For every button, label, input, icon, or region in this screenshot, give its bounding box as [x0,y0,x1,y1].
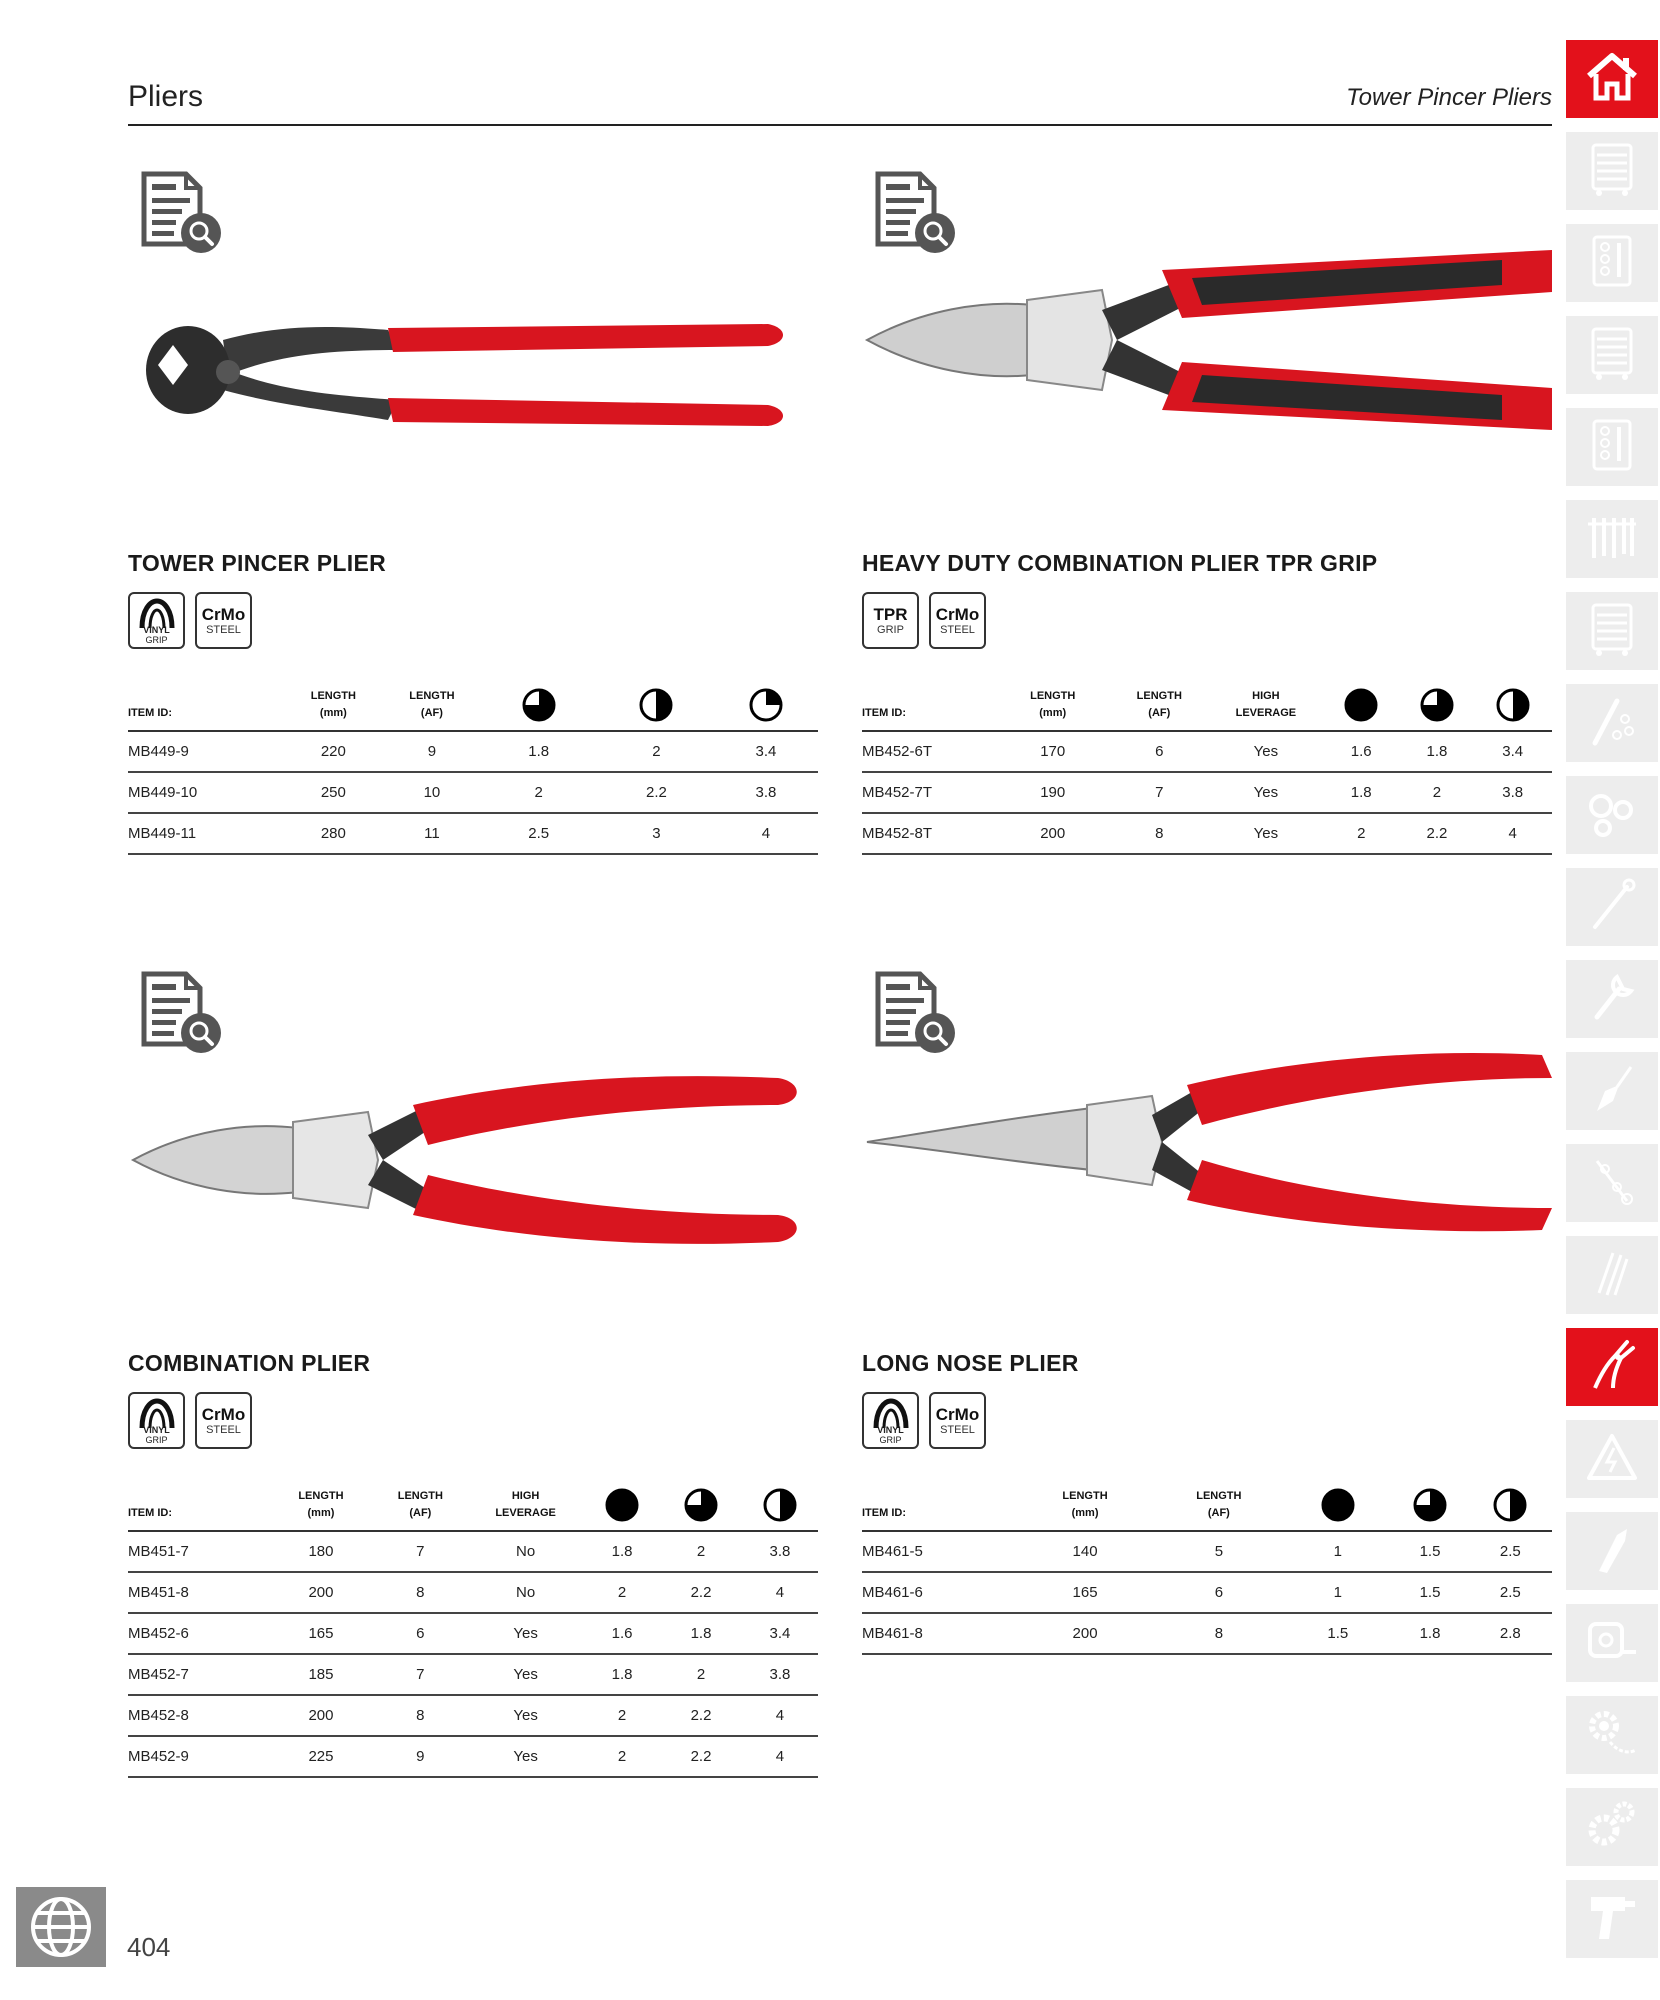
item-id-cell: MB449-10 [128,772,281,813]
sidebar-tab-gears-chain[interactable] [1566,1696,1658,1774]
table-cell: 3.8 [714,772,818,813]
sidebar-tab-pliers[interactable] [1566,1328,1658,1406]
badge-sublabel: GRIP [145,1435,168,1445]
table-row [862,1613,1552,1654]
column-header [281,688,385,731]
table-cell: No [467,1531,584,1572]
table-cell: 10 [385,772,478,813]
table-cell: 1.8 [584,1654,660,1695]
column-header-label: LENGTH [1196,1490,1242,1502]
half-circle-icon [1469,1488,1552,1522]
table-cell: 200 [268,1572,373,1613]
column-header [1284,1488,1391,1531]
table-cell: 1.8 [584,1531,660,1572]
column-header [1017,1488,1154,1531]
table-row [862,1531,1552,1572]
feature-badges [862,592,986,649]
table-cell: 8 [1109,813,1210,854]
sidebar-tab-gears[interactable] [1566,1788,1658,1866]
product-long-nose-plier [862,970,1552,1670]
page-header [128,70,1552,126]
sidebar-tab-tool-cabinet[interactable] [1566,316,1658,394]
table-cell: 1.8 [1401,731,1474,772]
table-cell: 11 [385,813,478,854]
globe-icon [30,1896,92,1958]
column-header-label: HIGH [511,1490,540,1502]
product-image [862,230,1552,450]
column-header-unit: (mm) [319,707,347,719]
item-id-cell: MB452-6T [862,731,997,772]
table-cell: 1.6 [1322,731,1401,772]
item-id-cell: MB451-7 [128,1531,268,1572]
table-cell: 2.2 [660,1572,742,1613]
column-header-unit: (AF) [420,707,443,719]
table-cell: 225 [268,1736,373,1777]
table-row [862,1572,1552,1613]
badge-sublabel: STEEL [206,1423,241,1436]
item-id-cell: MB452-6 [128,1613,268,1654]
spec-table [862,1488,1552,1655]
tool-tray-icon [1589,417,1635,478]
tpr-badge [862,592,919,649]
product-title: COMBINATION PLIER [128,1350,371,1376]
three-quarter-circle-icon [1391,1488,1468,1522]
table-cell: 180 [268,1531,373,1572]
item-id-cell: MB452-8T [862,813,997,854]
table-cell: 7 [374,1531,468,1572]
column-header-label: LENGTH [1062,1490,1108,1502]
table-cell: 2 [584,1572,660,1613]
column-header [1473,688,1552,731]
table-cell: 3.8 [742,1654,818,1695]
column-header-unit: (mm) [307,1507,335,1519]
badge-sublabel: GRIP [877,623,904,636]
table-cell: 8 [374,1572,468,1613]
tape-measure-icon [1584,1618,1640,1669]
table-cell: 3.8 [742,1531,818,1572]
three-quarter-circle-icon [660,1488,742,1522]
table-row [128,1572,818,1613]
table-row [128,813,818,854]
product-details-doc-icon[interactable] [138,170,224,256]
globe-button[interactable] [16,1887,106,1967]
table-cell: 8 [1153,1613,1284,1654]
column-header [1109,688,1210,731]
gears-icon [1584,1798,1640,1857]
product-title: LONG NOSE PLIER [862,1350,1079,1376]
product-image [128,1050,818,1270]
sidebar-tab-home[interactable] [1566,40,1658,118]
page-number: 404 [127,1932,171,1962]
table-cell: 2 [599,731,714,772]
sidebar-tab-torque-wrench[interactable] [1566,868,1658,946]
table-cell: 1.5 [1391,1531,1468,1572]
quarter-circle-icon [714,688,818,722]
tool-cabinet-icon [1589,141,1635,202]
column-header-item-id: ITEM ID: [128,1488,268,1531]
column-header-label: LENGTH [409,690,455,702]
item-id-cell: MB452-7T [862,772,997,813]
column-header-label: LENGTH [1030,690,1076,702]
table-cell: 2.2 [660,1695,742,1736]
product-image [862,1030,1552,1250]
table-cell: 2.5 [1469,1572,1552,1613]
column-header [599,688,714,731]
column-header [268,1488,373,1531]
table-cell: 1.8 [1391,1613,1468,1654]
table-cell: 6 [1153,1572,1284,1613]
column-header-unit: LEVERAGE [1235,707,1297,719]
table-cell: 1.6 [584,1613,660,1654]
table-cell: 4 [714,813,818,854]
table-cell: Yes [1210,731,1322,772]
product-heavy-duty-combination-plier [862,170,1552,870]
table-cell: 3.4 [742,1613,818,1654]
table-cell: 9 [385,731,478,772]
column-header-unit: (AF) [409,1507,432,1519]
full-circle-icon [584,1488,660,1522]
table-header-row [128,1488,818,1531]
tool-tray-icon [1589,233,1635,294]
hex-keys-icon [1587,1153,1637,1214]
sidebar-tab-electrical-warning[interactable] [1566,1420,1658,1498]
table-cell: 2.5 [478,813,598,854]
column-header-label: LENGTH [1136,690,1182,702]
table-cell: 2 [660,1531,742,1572]
badge-label: CrMo [935,1404,980,1424]
sidebar-tab-tool-tray[interactable] [1566,224,1658,302]
table-cell: 280 [281,813,385,854]
screwdriver-icon [1587,1061,1637,1122]
table-cell: Yes [1210,772,1322,813]
column-header [714,688,818,731]
table-header-row [862,688,1552,731]
table-cell: 3.4 [1473,731,1552,772]
table-cell: 2.2 [1401,813,1474,854]
item-id-cell: MB461-6 [862,1572,1017,1613]
gears-chain-icon [1584,1706,1640,1765]
column-header [478,688,598,731]
column-header-item-id: ITEM ID: [862,1488,1017,1531]
table-cell: 1.5 [1391,1572,1468,1613]
subsection-title: Tower Pincer Pliers [1346,84,1552,111]
spec-table [862,688,1552,855]
product-combination-plier [128,970,818,1790]
badge-label: VINYL [143,1425,170,1435]
table-cell: 2.5 [1469,1531,1552,1572]
badge-label: VINYL [143,625,170,635]
item-id-cell: MB461-5 [862,1531,1017,1572]
table-cell: 200 [1017,1613,1154,1654]
three-quarter-circle-icon [478,688,598,722]
table-cell: 1 [1284,1531,1391,1572]
badge-sublabel: STEEL [940,623,975,636]
badge-label: CrMo [935,604,980,624]
half-circle-icon [599,688,714,722]
table-cell: 3.8 [1473,772,1552,813]
badge-sublabel: GRIP [879,1435,902,1445]
column-header-item-id: ITEM ID: [862,688,997,731]
crmo-badge [929,592,986,649]
crmo-badge [195,592,252,649]
crmo-badge [929,1392,986,1449]
table-cell: 1.5 [1284,1613,1391,1654]
item-id-cell: MB452-9 [128,1736,268,1777]
vinyl-grip-badge [128,592,185,649]
column-header-label: LENGTH [397,1490,443,1502]
half-circle-icon [742,1488,818,1522]
table-row [128,1654,818,1695]
home-icon [1585,52,1639,107]
cutter-knife-icon [1587,1521,1637,1582]
screwdriver-bits-icon [1587,693,1637,754]
sidebar-tab-screwdriver-bits[interactable] [1566,684,1658,762]
table-cell: 165 [268,1613,373,1654]
sidebar-tab-tool-cabinet[interactable] [1566,132,1658,210]
column-header [997,688,1109,731]
column-header-item-id: ITEM ID: [128,688,281,731]
table-row [128,1736,818,1777]
badge-label: TPR [873,604,908,624]
table-cell: 4 [742,1695,818,1736]
wrench-icon [1587,969,1637,1030]
table-cell: 8 [374,1695,468,1736]
column-header [742,1488,818,1531]
feature-badges [128,592,252,649]
table-cell: 170 [997,731,1109,772]
sidebar-tab-punches[interactable] [1566,1236,1658,1314]
table-cell: 1 [1284,1572,1391,1613]
table-cell: 6 [374,1613,468,1654]
table-row [128,1613,818,1654]
table-row [862,731,1552,772]
table-cell: Yes [467,1613,584,1654]
vinyl-grip-badge [128,1392,185,1449]
table-cell: 6 [1109,731,1210,772]
column-header [1153,1488,1284,1531]
product-title: TOWER PINCER PLIER [128,550,386,576]
vinyl-grip-badge [862,1392,919,1449]
badge-label: VINYL [877,1425,904,1435]
table-cell: 2 [1401,772,1474,813]
column-header-label: HIGH [1252,690,1280,702]
column-header [1322,688,1401,731]
column-header-unit: (AF) [1148,707,1171,719]
table-cell: 250 [281,772,385,813]
feature-badges [862,1392,986,1449]
column-header [385,688,478,731]
sidebar-tab-cutter-knife[interactable] [1566,1512,1658,1590]
table-cell: 2 [660,1654,742,1695]
column-header-unit: (mm) [1071,1507,1099,1519]
table-cell: 9 [374,1736,468,1777]
column-header [660,1488,742,1531]
table-cell: 4 [1473,813,1552,854]
tool-cabinet-icon [1589,325,1635,386]
badge-sublabel: STEEL [206,623,241,636]
table-cell: 2.2 [660,1736,742,1777]
table-cell: No [467,1572,584,1613]
electrical-warning-icon [1585,1432,1639,1487]
column-header-unit: (mm) [1039,707,1067,719]
column-header [467,1488,584,1531]
table-cell: 165 [1017,1572,1154,1613]
table-header-row [128,688,818,731]
column-header-label: LENGTH [298,1490,344,1502]
item-id-cell: MB449-9 [128,731,281,772]
full-circle-icon [1284,1488,1391,1522]
item-id-cell: MB452-7 [128,1654,268,1695]
column-header [1391,1488,1468,1531]
table-cell: 4 [742,1572,818,1613]
table-cell: 2 [1322,813,1401,854]
column-header [1469,1488,1552,1531]
table-row [128,772,818,813]
sidebar-tab-tool-tray[interactable] [1566,408,1658,486]
pliers-icon [1587,1338,1637,1397]
tool-rack-icon [1584,512,1640,567]
column-header-unit: (AF) [1207,1507,1230,1519]
badge-label: CrMo [201,1404,246,1424]
table-cell: 190 [997,772,1109,813]
column-header [584,1488,660,1531]
table-row [128,1531,818,1572]
table-row [862,813,1552,854]
table-cell: 2 [584,1695,660,1736]
spec-table [128,688,818,855]
table-cell: 2 [584,1736,660,1777]
table-cell: 200 [268,1695,373,1736]
table-cell: 140 [1017,1531,1154,1572]
table-cell: 185 [268,1654,373,1695]
table-cell: Yes [467,1654,584,1695]
feature-badges [128,1392,252,1449]
table-cell: 1.8 [660,1613,742,1654]
sidebar-tab-power-tool[interactable] [1566,1880,1658,1958]
spec-table [128,1488,818,1778]
full-circle-icon [1322,688,1401,722]
column-header [374,1488,468,1531]
table-cell: Yes [467,1736,584,1777]
sidebar-tab-wrench[interactable] [1566,960,1658,1038]
torque-wrench-icon [1587,877,1637,938]
table-cell: 2.8 [1469,1613,1552,1654]
table-cell: 2.2 [599,772,714,813]
table-cell: 1.8 [478,731,598,772]
item-id-cell: MB461-8 [862,1613,1017,1654]
table-cell: 1.8 [1322,772,1401,813]
punches-icon [1587,1245,1637,1306]
table-cell: 200 [997,813,1109,854]
column-header-label: LENGTH [310,690,356,702]
table-cell: Yes [1210,813,1322,854]
product-details-doc-icon[interactable] [138,970,224,1056]
table-cell: Yes [467,1695,584,1736]
item-id-cell: MB451-8 [128,1572,268,1613]
badge-sublabel: STEEL [940,1423,975,1436]
product-tower-pincer-plier [128,170,818,870]
section-title: Pliers [128,80,204,113]
sidebar-tab-tape-measure[interactable] [1566,1604,1658,1682]
column-header [1401,688,1474,731]
table-cell: 2 [478,772,598,813]
table-cell: 5 [1153,1531,1284,1572]
crmo-badge [195,1392,252,1449]
table-header-row [862,1488,1552,1531]
sidebar-tab-screwdriver[interactable] [1566,1052,1658,1130]
item-id-cell: MB449-11 [128,813,281,854]
half-circle-icon [1473,688,1552,722]
sidebar-tab-sockets[interactable] [1566,776,1658,854]
product-image [128,270,818,470]
sidebar-tab-tool-rack[interactable] [1566,500,1658,578]
table-cell: 3.4 [714,731,818,772]
column-header-unit: LEVERAGE [495,1507,556,1519]
item-id-cell: MB452-8 [128,1695,268,1736]
badge-label: CrMo [201,604,246,624]
power-tool-icon [1585,1889,1639,1950]
table-row [128,1695,818,1736]
table-row [862,772,1552,813]
sidebar-tab-hex-keys[interactable] [1566,1144,1658,1222]
tool-cabinet-icon [1589,601,1635,662]
table-cell: 3 [599,813,714,854]
column-header [1210,688,1322,731]
sidebar-tab-tool-cabinet[interactable] [1566,592,1658,670]
table-cell: 220 [281,731,385,772]
three-quarter-circle-icon [1401,688,1474,722]
table-row [128,731,818,772]
table-cell: 4 [742,1736,818,1777]
table-cell: 7 [1109,772,1210,813]
sockets-icon [1585,788,1639,843]
product-title: HEAVY DUTY COMBINATION PLIER TPR GRIP [862,550,1378,576]
badge-sublabel: GRIP [145,635,168,645]
table-cell: 7 [374,1654,468,1695]
